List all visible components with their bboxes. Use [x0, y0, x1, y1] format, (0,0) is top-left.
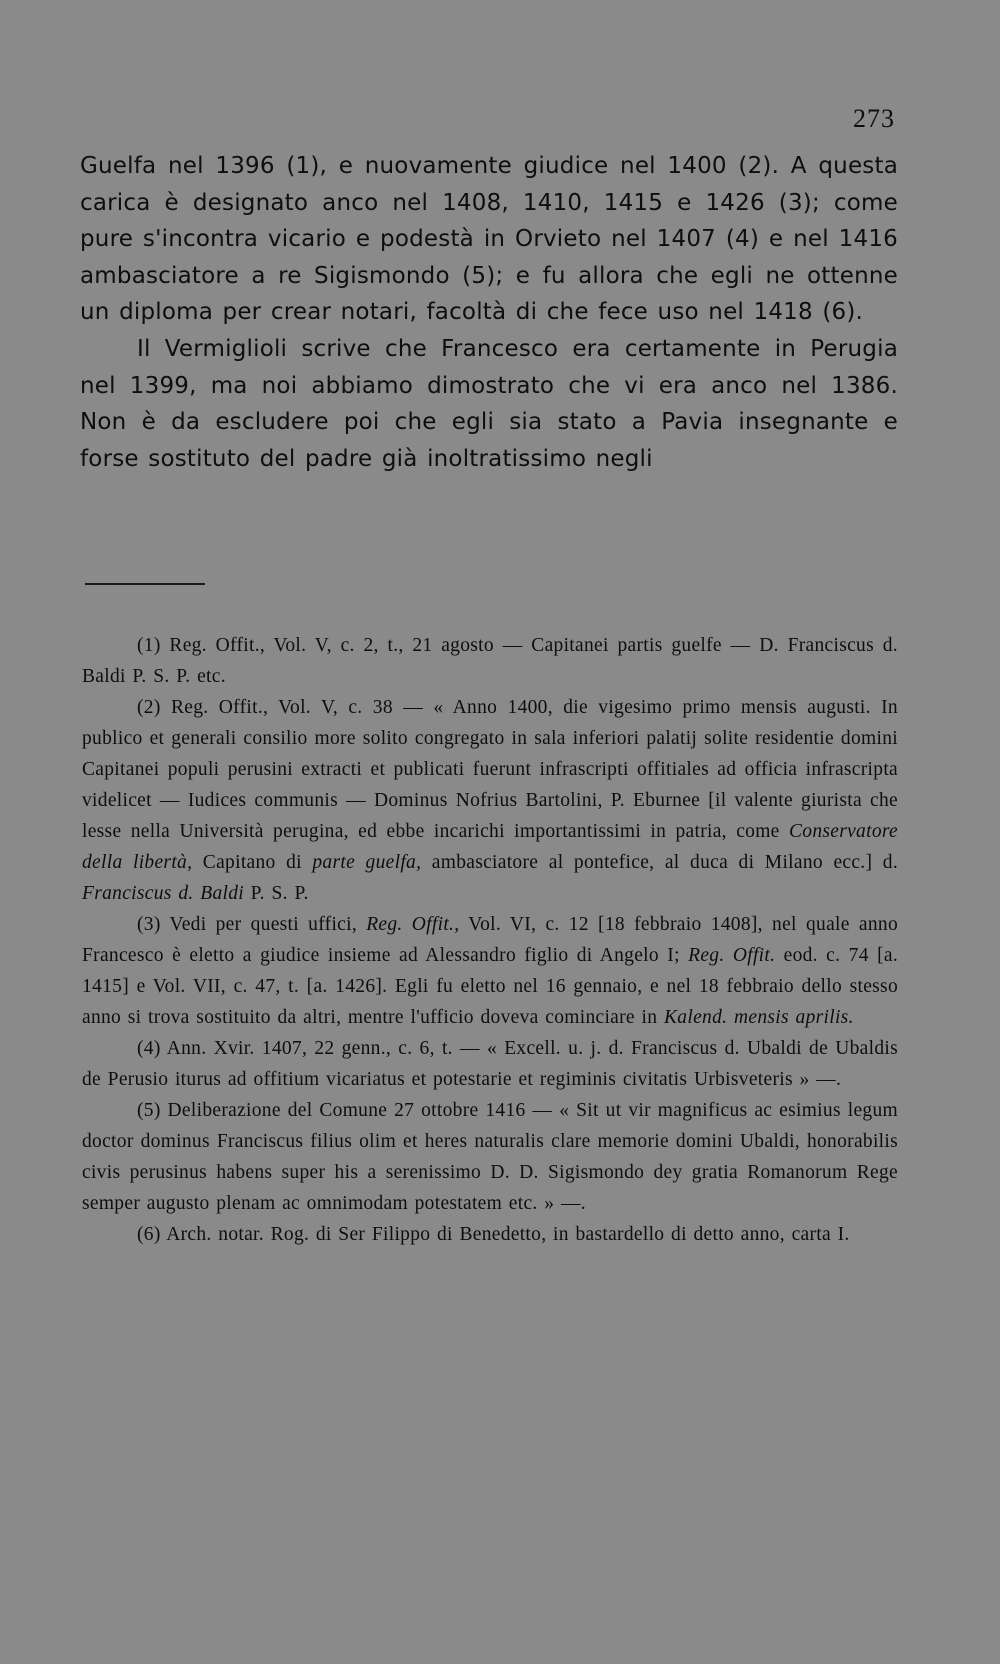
page-number: 273 [853, 104, 895, 133]
footnote-4 [82, 1033, 898, 1095]
footnote-2-segment: Franciscus d. Baldi [82, 883, 244, 904]
footnote-1-segment: (1) Reg. Offit., Vol. V, c. 2, t., 21 agosto — Capitanei partis guelfe — D. Franciscus d. Baldi P. S. P. etc. [82, 635, 898, 687]
footnote-6 [82, 1219, 898, 1250]
footnote-3-segment: Vol. VI, c. 12 [18 febbraio 1408], nel quale anno Francesco è eletto a giudice insieme ad Alessandro figlio di Angelo I; [82, 914, 898, 966]
footnote-separator [85, 583, 205, 585]
footnote-3-segment: Reg. Offit. [688, 945, 776, 966]
footnote-3-segment: Kalend. mensis aprilis. [664, 1007, 854, 1028]
paragraph-2: Il Vermiglioli scrive che Francesco era certamente in Perugia nel 1399, ma noi abbiamo dimostrato che vi era anco nel 1386. Non è da escludere poi che egli sia stato a Pavia insegnante e forse sostituto del padre già inoltratissimo negli [80, 335, 898, 472]
footnote-5-segment: (5) Deliberazione del Comune 27 ottobre 1416 — « Sit ut vir magnificus ac esimius legum doctor dominus Franciscus filius olim et heres naturalis clare memorie domini Ubaldi, honorabilis civis perusinus habens super his a serenissimo D. D. Sigismondo dey gratia Romanorum Rege semper augusto plenam ac omnimodam potestatem etc. » —. [82, 1100, 898, 1214]
footnote-6-segment: (6) Arch. notar. Rog. di Ser Filippo di Benedetto, in bastardello di detto anno, carta I. [137, 1224, 850, 1245]
footnote-5 [82, 1095, 898, 1219]
footnote-4-segment: (4) Ann. Xvir. 1407, 22 genn., c. 6, t. — « Excell. u. j. d. Franciscus d. Ubaldi de Ubaldis de Perusio iturus ad offitium vicariatus et potestarie et regiminis civitatis Urbisveteris » —. [82, 1038, 898, 1090]
footnote-2-segment: ambasciatore al pontefice, al duca di Milano ecc.] d. [421, 852, 899, 873]
footnote-3-segment: (3) Vedi per questi uffici, [137, 914, 367, 935]
footnote-2-segment: Conservatore della libertà, [82, 821, 898, 873]
footnote-3-segment: eod. c. 74 [a. 1415] e Vol. VII, c. 47, t. [a. 1426]. Egli fu eletto nel 16 gennaio, e nel 18 febbraio dello stesso anno si trova sostituito da altri, mentre l'ufficio doveva cominciare in [82, 945, 898, 1028]
footnote-2-segment: P. S. P. [243, 883, 309, 904]
footnote-2 [82, 692, 898, 909]
footnote-2-segment: Capitano di [192, 852, 313, 873]
main-text [80, 148, 898, 477]
paragraph-1: Guelfa nel 1396 (1), e nuovamente giudice nel 1400 (2). A questa carica è designato anco nel 1408, 1410, 1415 e 1426 (3); come pure s'incontra vicario e podestà in Orvieto nel 1407 (4) e nel 1416 ambasciatore a re Sigismondo (5); e fu allora che egli ne ottenne un diploma per crear notari, facoltà di che fece uso nel 1418 (6). [80, 153, 898, 326]
footnote-3-segment: Reg. Offit., [366, 914, 460, 935]
footnote-2-segment: parte guelfa, [312, 852, 422, 873]
footnotes [82, 630, 898, 1250]
footnote-1 [82, 630, 898, 692]
footnote-2-segment: (2) Reg. Offit., Vol. V, c. 38 — « Anno 1400, die vigesimo primo mensis augusti. In publico et generali consilio more solito congregato in sala inferiori palatij solite residentie domini Capitanei populi perusini extracti et publicati fuerunt infrascripti offitiales ad officia infrascripta videlicet — Iudices communis — Dominus Nofrius Bartolini, P. Eburnee [il valente giurista che lesse nella Università perugina, ed ebbe incarichi importantissimi in patria, come [82, 697, 898, 842]
footnote-3 [82, 909, 898, 1033]
